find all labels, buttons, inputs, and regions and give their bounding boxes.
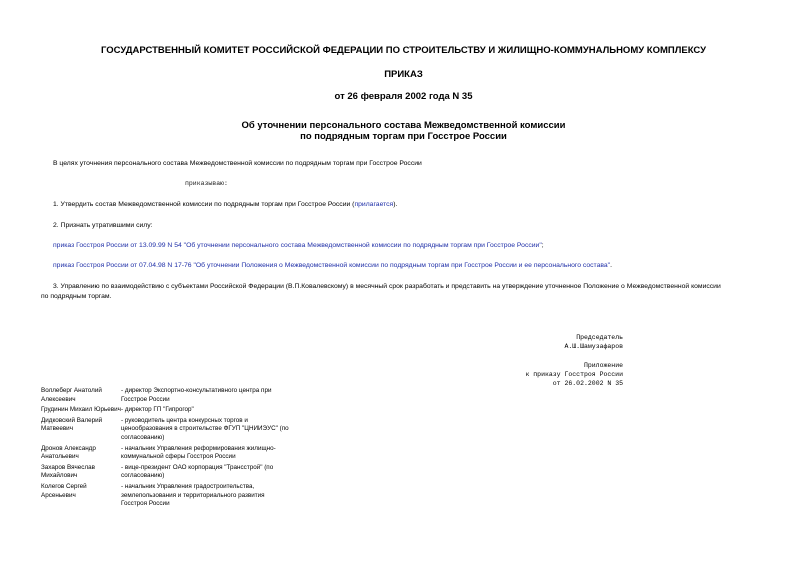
repealed-order-1 (53, 242, 544, 249)
intro-paragraph: В целях уточнения персонального состава Межведомственной комиссии по подрядным торгам при Госстрое России (53, 160, 422, 167)
repealed-order-2-link[interactable]: приказ Госстроя России от 07.04.98 N 17-76 "Об уточнении Положения о Межведомственной комиссии по подрядным торгам при Госстрое России и ее персонального состава" (53, 262, 611, 269)
date-number: от 26 февраля 2002 года N 35 (334, 91, 473, 102)
appendix-header (525, 361, 623, 388)
member-role: - вице-президент ОАО корпорация "Трансстрой" (по согласованию) (121, 463, 274, 480)
table-row (41, 387, 291, 404)
appendix-link[interactable]: прилагается (354, 201, 394, 208)
member-name: Колегов Сергей Арсеньевич (41, 482, 87, 499)
title-line-2: по подрядным торгам при Госстрое России (300, 131, 507, 142)
appendix-line-2: к приказу Госстроя России (525, 371, 623, 378)
item-1-end: ). (393, 201, 398, 208)
repealed-order-2-end: . (610, 262, 612, 269)
repealed-order-1-link[interactable]: приказ Госстроя России от 13.09.99 N 54 "Об уточнении персонального состава Межведомственной комиссии по подрядным торгам при Госстрое России" (53, 242, 542, 249)
table-row (41, 445, 291, 462)
signature-block (564, 333, 623, 351)
member-name: Дронов Александр Анатольевич (41, 444, 96, 461)
signature-role: Председатель (576, 334, 623, 341)
doc-type-heading: ПРИКАЗ (384, 69, 423, 80)
member-name: Воллеберг Анатолий Алексеевич (41, 387, 102, 403)
appendix-line-1: Приложение (583, 362, 623, 369)
document-title (0, 120, 807, 142)
signature-name: А.Ш.Шамузафаров (564, 343, 623, 350)
item-1 (53, 201, 397, 208)
member-role: - начальник Управления реформирования жилищно-коммунальной сферы Госстроя России (121, 444, 276, 461)
table-row (41, 464, 291, 481)
appendix-line-3: от 26.02.2002 N 35 (552, 380, 623, 387)
table-row (41, 406, 291, 415)
item-2: 2. Признать утратившими силу: (53, 222, 153, 229)
member-name: Захаров Вячеслав Михайлович (41, 463, 95, 480)
item-1-text: 1. Утвердить состав Межведомственной комиссии по подрядным торгам при Госстрое России ( (53, 201, 355, 208)
member-role: - руководитель центра конкурсных торгов и ценообразования в строительстве ФГУП "ЦНИИЭУС" (по согласованию) (121, 416, 289, 441)
members-table (41, 387, 291, 511)
table-row (41, 417, 291, 443)
member-role: - директор ГП "Гипрогор" (121, 406, 194, 414)
prikazyvayu: приказываю: (185, 180, 228, 187)
item-3-line-2: по подрядным торгам. (41, 293, 112, 300)
table-row (41, 483, 291, 509)
title-line-1: Об уточнении персонального состава Межведомственной комиссии (241, 120, 566, 131)
member-name: Дидковский Валерий Матвеевич (41, 416, 103, 433)
member-role: - начальник Управления градостроительства, землепользования и территориального развития Госстроя России (121, 482, 265, 508)
member-name: Грудинин Михаил Юрьевич (41, 406, 121, 414)
item-3-line-1: 3. Управлению по взаимодействию с субъектами Российской Федерации (В.П.Ковалевскому) в месячный срок разработать и представить на утверждение уточненное Положение о Межведомственной комиссии (53, 283, 721, 290)
member-role: - директор Экспортно-консультативного центра при Госстрое России (121, 387, 272, 403)
repealed-order-2 (53, 262, 612, 269)
committee-heading: ГОСУДАРСТВЕННЫЙ КОМИТЕТ РОССИЙСКОЙ ФЕДЕРАЦИИ ПО СТРОИТЕЛЬСТВУ И ЖИЛИЩНО-КОММУНАЛЬНОМУ КОМПЛЕКСУ (100, 45, 707, 56)
repealed-order-1-end: ; (541, 242, 544, 249)
